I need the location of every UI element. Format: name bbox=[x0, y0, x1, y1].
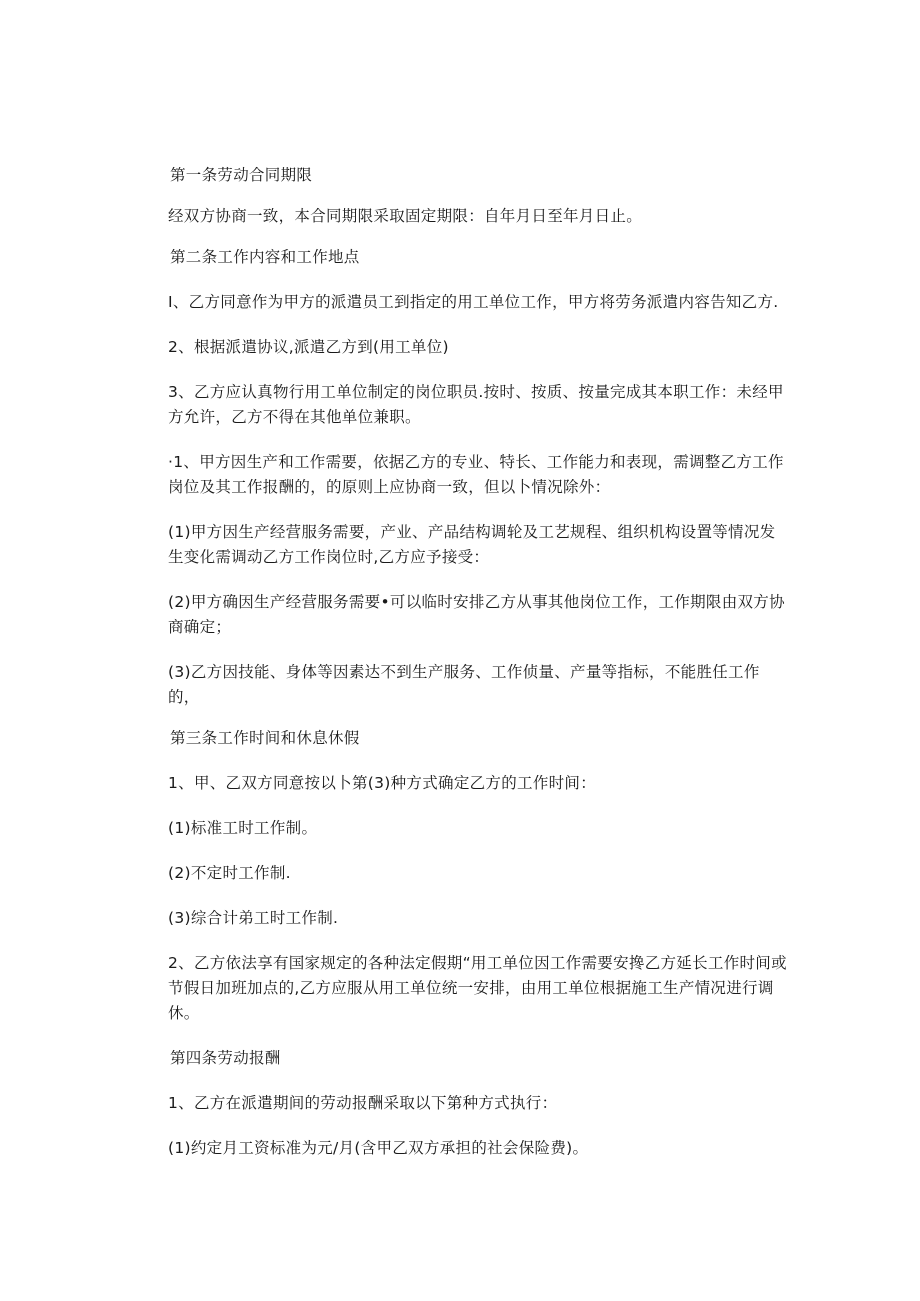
article-2-item-1: (1)甲方因生产经营服务需要，产业、产品结构调轮及工艺规程、组织机构设置等情况发生变化需调动乙方工作岗位时,乙方应予接受： bbox=[168, 523, 776, 566]
article-4-item-1: (1)约定月工资标准为元/月(含甲乙双方承担的社会保险费)。 bbox=[168, 1139, 589, 1157]
article-2-clause-2: 2、根据派遣协议,派遣乙方到(用工单位) bbox=[168, 338, 449, 356]
document-body bbox=[168, 163, 788, 1161]
article-3-option-2: (2)不定时工作制. bbox=[168, 864, 291, 882]
article-3-clause-2: 2、乙方依法享有国家规定的各种法定假期“用工单位因工作需要安搀乙方延长工作时间或节假日加班加点的,乙方应服从用工单位统一安排，由用工单位根据施工生产情况进行调休。 bbox=[168, 954, 787, 1022]
article-3-option-1: (1)标准工时工作制。 bbox=[168, 819, 318, 837]
article-1-paragraph: 经双方协商一致，本合同期限采取固定期限：自年月日至年月日止。 bbox=[168, 207, 643, 225]
article-2-item-3: (3)乙方因技能、身体等因素达不到生产服务、工作侦量、产量等指标，不能胜任工作的， bbox=[168, 663, 760, 706]
article-4-clause-1: 1、乙方在派遣期间的劳动报酬采取以下第种方式执行： bbox=[168, 1094, 558, 1112]
article-3-title: 第三条工作时间和休息休假 bbox=[170, 729, 360, 747]
article-2-clause-4: ·1、甲方因生产和工作需要，依据乙方的专业、特长、工作能力和表现，需调整乙方工作岗位及其工作报酬的，的原则上应协商一致，但以卜情况除外： bbox=[168, 453, 784, 496]
article-2-clause-1: I、乙方同意作为甲方的派遣员工到指定的用工单位工作，甲方将劳务派遣内容告知乙方. bbox=[168, 293, 779, 311]
article-2-item-2: (2)甲方确因生产经营服务需要•可以临时安排乙方从事其他岗位工作，工作期限由双方协商确定； bbox=[168, 593, 785, 636]
article-2-clause-3: 3、乙方应认真物行用工单位制定的岗位职员.按时、按质、按量完成其本职工作：未经甲方允许，乙方不得在其他单位兼职。 bbox=[168, 383, 784, 426]
article-2-title: 第二条工作内容和工作地点 bbox=[170, 248, 360, 266]
article-1-title: 第一条劳动合同期限 bbox=[170, 166, 313, 184]
article-4-title: 第四条劳动报酬 bbox=[170, 1049, 281, 1067]
article-3-option-3: (3)综合计弟工时工作制. bbox=[168, 909, 339, 927]
article-3-clause-1: 1、甲、乙双方同意按以卜第(3)种方式确定乙方的工作时间： bbox=[168, 774, 597, 792]
